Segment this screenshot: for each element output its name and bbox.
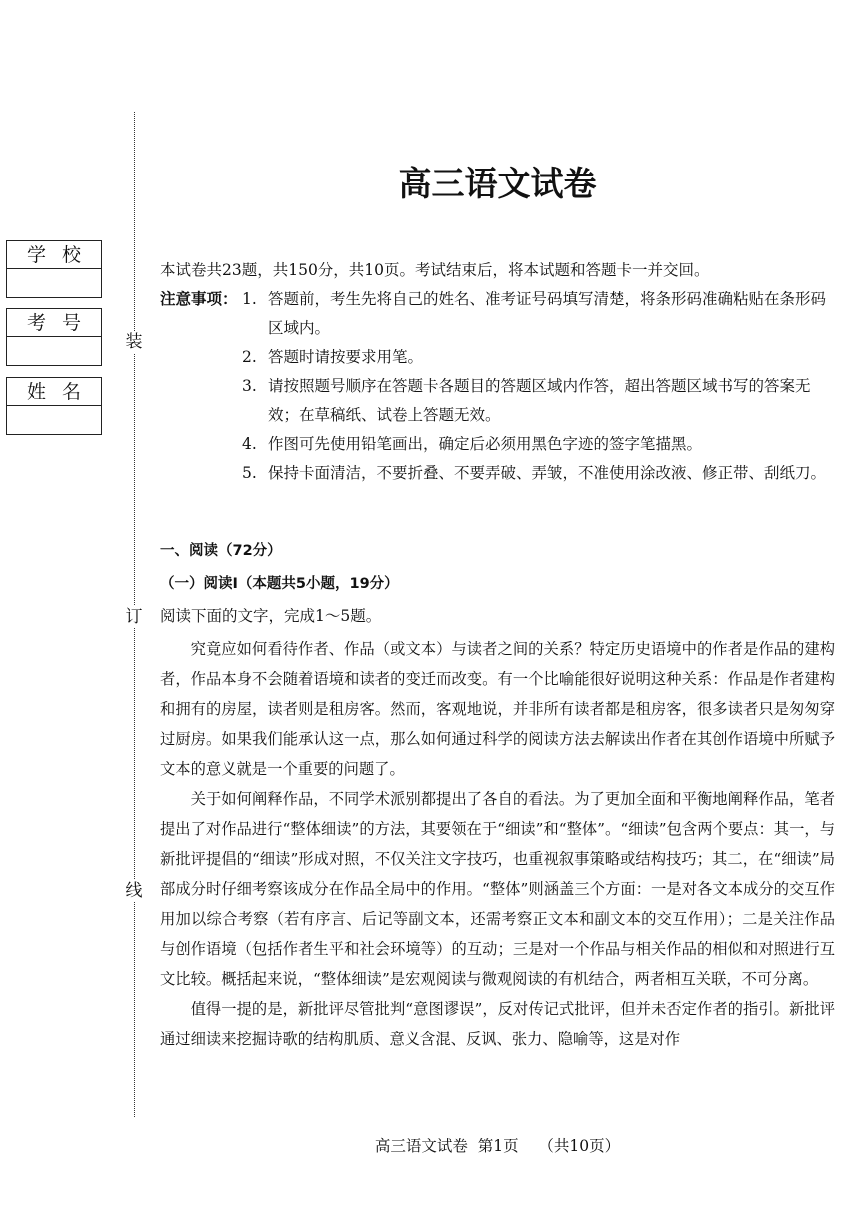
footer-total-pages: （共10页）	[538, 1137, 621, 1155]
footer-title: 高三语文试卷	[374, 1137, 468, 1155]
note-text: 答题前，考生先将自己的姓名、准考证号码填写清楚，将条形码准确粘贴在条形码区域内。	[268, 290, 827, 337]
note-item	[242, 372, 835, 430]
exam-number-field-box	[6, 308, 102, 366]
exam-intro: 本试卷共23题，共150分，共10页。考试结束后，将本试题和答题卡一并交回。	[160, 261, 710, 279]
exam-number-input-area[interactable]	[7, 337, 101, 365]
note-text: 请按照题号顺序在答题卡各题目的答题区域内作答，超出答题区域书写的答案无效；在草稿纸、试卷上答题无效。	[268, 377, 811, 424]
note-text: 保持卡面清洁，不要折叠、不要弄破、弄皱，不准使用涂改液、修正带、刮纸刀。	[268, 464, 827, 482]
school-label: 学校	[7, 241, 101, 269]
name-field-box	[6, 377, 102, 435]
binding-mark-xian: 线	[125, 881, 143, 901]
note-item	[242, 343, 835, 372]
note-item	[242, 285, 835, 343]
reading-instruction: 阅读下面的文字，完成1～5题。	[160, 607, 382, 625]
note-number: 2.	[242, 348, 257, 366]
note-item	[242, 430, 835, 459]
page-footer	[160, 1133, 835, 1159]
section-subheading: （一）阅读Ⅰ（本题共5小题，19分）	[160, 576, 399, 592]
passage-paragraph: 究竟应如何看待作者、作品（或文本）与读者之间的关系？特定历史语境中的作者是作品的建构者，作品本身不会随着语境和读者的变迁而改变。有一个比喻能很好说明这种关系：作品是作者建构和拥有的房屋，读者则是租房客。然而，客观地说，并非所有读者都是租房客，很多读者只是匆匆穿过厨房。如果我们能承认这一点，那么如何通过科学的阅读方法去解读出作者在其创作语境中所赋予文本的意义就是一个重要的问题了。	[160, 640, 835, 778]
note-number: 5.	[242, 464, 257, 482]
note-text: 作图可先使用铅笔画出，确定后必须用黑色字迹的签字笔描黑。	[268, 435, 703, 453]
name-input-area[interactable]	[7, 406, 101, 434]
name-label: 姓名	[7, 378, 101, 406]
footer-page-number: 第1页	[477, 1137, 519, 1155]
school-field-box	[6, 240, 102, 298]
passage-paragraph: 值得一提的是，新批评尽管批判“意图谬误”，反对传记式批评，但并未否定作者的指引。新批评通过细读来挖掘诗歌的结构肌质、意义含混、反讽、张力、隐喻等，这是对作	[160, 1000, 835, 1048]
section-heading: 一、阅读（72分）	[160, 543, 282, 559]
note-number: 1.	[242, 290, 257, 308]
note-item	[242, 459, 835, 488]
note-number: 3.	[242, 377, 257, 395]
passage-paragraph: 关于如何阐释作品，不同学术派别都提出了各自的看法。为了更加全面和平衡地阐释作品，笔者提出了对作品进行“整体细读”的方法，其要领在于“细读”和“整体”。“细读”包含两个要点：其一，与新批评提倡的“细读”形成对照，不仅关注文字技巧，也重视叙事策略或结构技巧；其二，在“细读”局部成分时仔细考察该成分在作品全局中的作用。“整体”则涵盖三个方面：一是对各文本成分的交互作用加以综合考察（若有序言、后记等副文本，还需考察正文本和副文本的交互作用）；二是关注作品与创作语境（包括作者生平和社会环境等）的互动；三是对一个作品与相关作品的相似和对照进行互文比较。概括起来说，“整体细读”是宏观阅读与微观阅读的有机结合，两者相互关联，不可分离。	[160, 790, 835, 988]
exam-title: 高三语文试卷	[398, 164, 597, 203]
binding-mark-ding: 订	[125, 607, 143, 627]
notes-label: 注意事项：	[160, 290, 238, 308]
reading-passage	[160, 634, 835, 1054]
exam-number-label: 考号	[7, 309, 101, 337]
notes-block	[160, 285, 835, 488]
note-number: 4.	[242, 435, 257, 453]
note-text: 答题时请按要求用笔。	[268, 348, 424, 366]
binding-mark-zhuang: 装	[125, 332, 143, 352]
notes-list	[242, 285, 835, 488]
school-input-area[interactable]	[7, 269, 101, 297]
